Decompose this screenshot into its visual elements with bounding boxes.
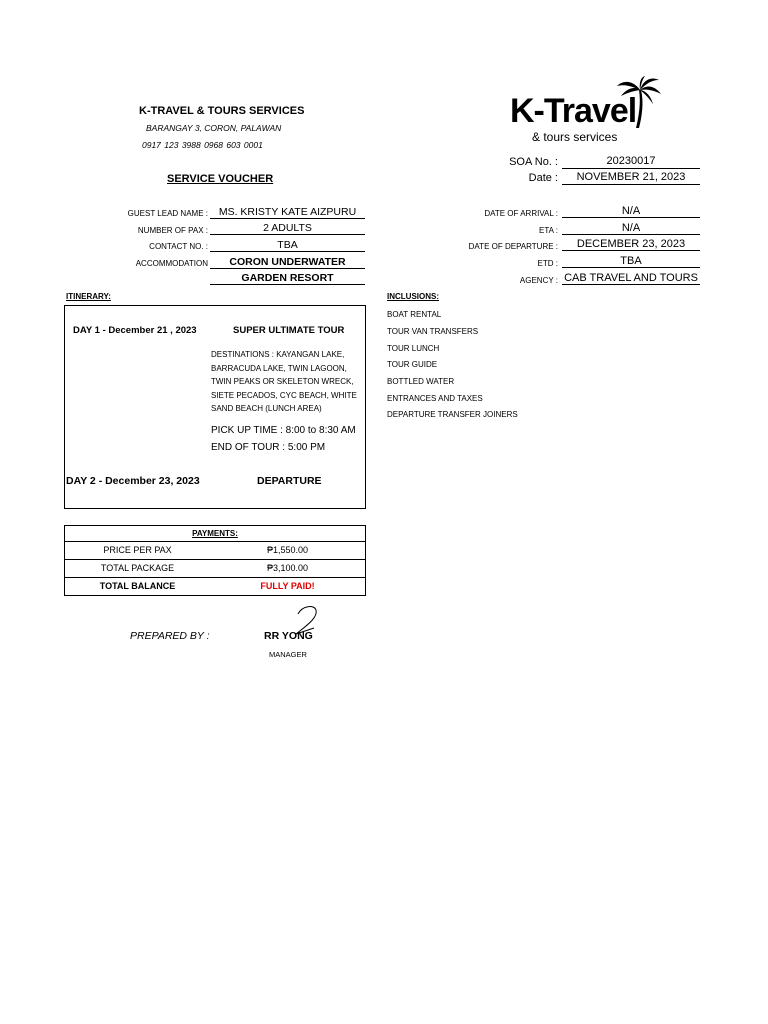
pax-value: 2 ADULTS bbox=[210, 222, 365, 235]
payment-total-row bbox=[65, 578, 365, 595]
end-of-tour: END OF TOUR : 5:00 PM bbox=[211, 442, 326, 453]
company-phones: 0917 123 3988 0968 603 0001 bbox=[142, 140, 263, 150]
arrival-label: DATE OF ARRIVAL : bbox=[484, 209, 558, 218]
logo-main-text: K-Travel bbox=[510, 92, 637, 130]
soa-value: 20230017 bbox=[562, 155, 700, 169]
payment-row bbox=[65, 542, 365, 560]
payment-value: ₱3,100.00 bbox=[266, 563, 309, 573]
payments-table bbox=[64, 525, 366, 596]
guest-lead-label: GUEST LEAD NAME : bbox=[127, 209, 208, 218]
accommodation-line-2: GARDEN RESORT bbox=[210, 272, 365, 285]
soa-label: SOA No. : bbox=[509, 156, 558, 168]
palm-tree-icon bbox=[617, 76, 661, 128]
accommodation-label: ACCOMMODATION bbox=[135, 259, 208, 268]
accommodation-line-1: CORON UNDERWATER bbox=[210, 256, 365, 269]
day2-label: DAY 2 - December 23, 2023 bbox=[66, 475, 200, 487]
voucher-title: SERVICE VOUCHER bbox=[167, 173, 274, 185]
pickup-time: PICK UP TIME : 8:00 to 8:30 AM bbox=[211, 425, 356, 436]
pax-label: NUMBER OF PAX : bbox=[137, 226, 208, 235]
inclusion-item: ENTRANCES AND TAXES bbox=[387, 394, 483, 403]
payment-value: ₱1,550.00 bbox=[266, 545, 309, 555]
destinations-line: DESTINATIONS : KAYANGAN LAKE, bbox=[211, 350, 345, 359]
etd-value: TBA bbox=[562, 255, 700, 268]
total-balance-value: FULLY PAID! bbox=[260, 581, 315, 591]
eta-label: ETA : bbox=[539, 226, 558, 235]
company-name: K-TRAVEL & TOURS SERVICES bbox=[139, 105, 305, 117]
itinerary-title: ITINERARY: bbox=[66, 292, 111, 301]
logo-sub-text: & tours services bbox=[532, 130, 618, 144]
payment-label: PRICE PER PAX bbox=[103, 545, 172, 555]
prepared-by-label: PREPARED BY : bbox=[130, 630, 210, 642]
payments-title: PAYMENTS: bbox=[65, 526, 365, 542]
agency-label: AGENCY : bbox=[519, 276, 558, 285]
day1-tour: SUPER ULTIMATE TOUR bbox=[233, 325, 345, 336]
prepared-by-name: RR YONG bbox=[264, 630, 313, 642]
departure-label: DATE OF DEPARTURE : bbox=[468, 242, 558, 251]
date-value: NOVEMBER 21, 2023 bbox=[562, 171, 700, 185]
contact-value: TBA bbox=[210, 239, 365, 252]
date-label: Date : bbox=[528, 172, 558, 184]
destinations-line: TWIN PEAKS OR SKELETON WRECK, bbox=[211, 377, 354, 386]
company-logo bbox=[505, 76, 665, 146]
company-address: BARANGAY 3, CORON, PALAWAN bbox=[146, 123, 282, 133]
guest-lead-value: MS. KRISTY KATE AIZPURU bbox=[210, 206, 365, 219]
inclusions-title: INCLUSIONS: bbox=[387, 292, 439, 301]
inclusion-item: TOUR LUNCH bbox=[387, 344, 440, 353]
eta-value: N/A bbox=[562, 222, 700, 235]
agency-value: CAB TRAVEL AND TOURS bbox=[562, 272, 700, 285]
day1-label: DAY 1 - December 21 , 2023 bbox=[73, 325, 197, 336]
destinations-line: SAND BEACH (LUNCH AREA) bbox=[211, 404, 322, 413]
day2-event: DEPARTURE bbox=[257, 475, 322, 487]
inclusion-item: BOTTLED WATER bbox=[387, 377, 455, 386]
arrival-value: N/A bbox=[562, 205, 700, 218]
etd-label: ETD : bbox=[537, 259, 558, 268]
inclusion-item: DEPARTURE TRANSFER JOINERS bbox=[387, 410, 518, 419]
destinations-line: SIETE PECADOS, CYC BEACH, WHITE bbox=[211, 390, 357, 400]
inclusion-item: TOUR VAN TRANSFERS bbox=[387, 327, 479, 336]
total-balance-label: TOTAL BALANCE bbox=[99, 581, 176, 591]
payment-row bbox=[65, 560, 365, 578]
inclusion-item: TOUR GUIDE bbox=[387, 360, 438, 369]
payment-label: TOTAL PACKAGE bbox=[100, 563, 175, 573]
departure-value: DECEMBER 23, 2023 bbox=[562, 238, 700, 251]
destinations bbox=[211, 348, 361, 416]
contact-label: CONTACT NO. : bbox=[149, 242, 208, 251]
prepared-by-title: MANAGER bbox=[269, 650, 307, 659]
destinations-line: BARRACUDA LAKE, TWIN LAGOON, bbox=[211, 363, 347, 373]
inclusion-item: BOAT RENTAL bbox=[387, 310, 442, 319]
